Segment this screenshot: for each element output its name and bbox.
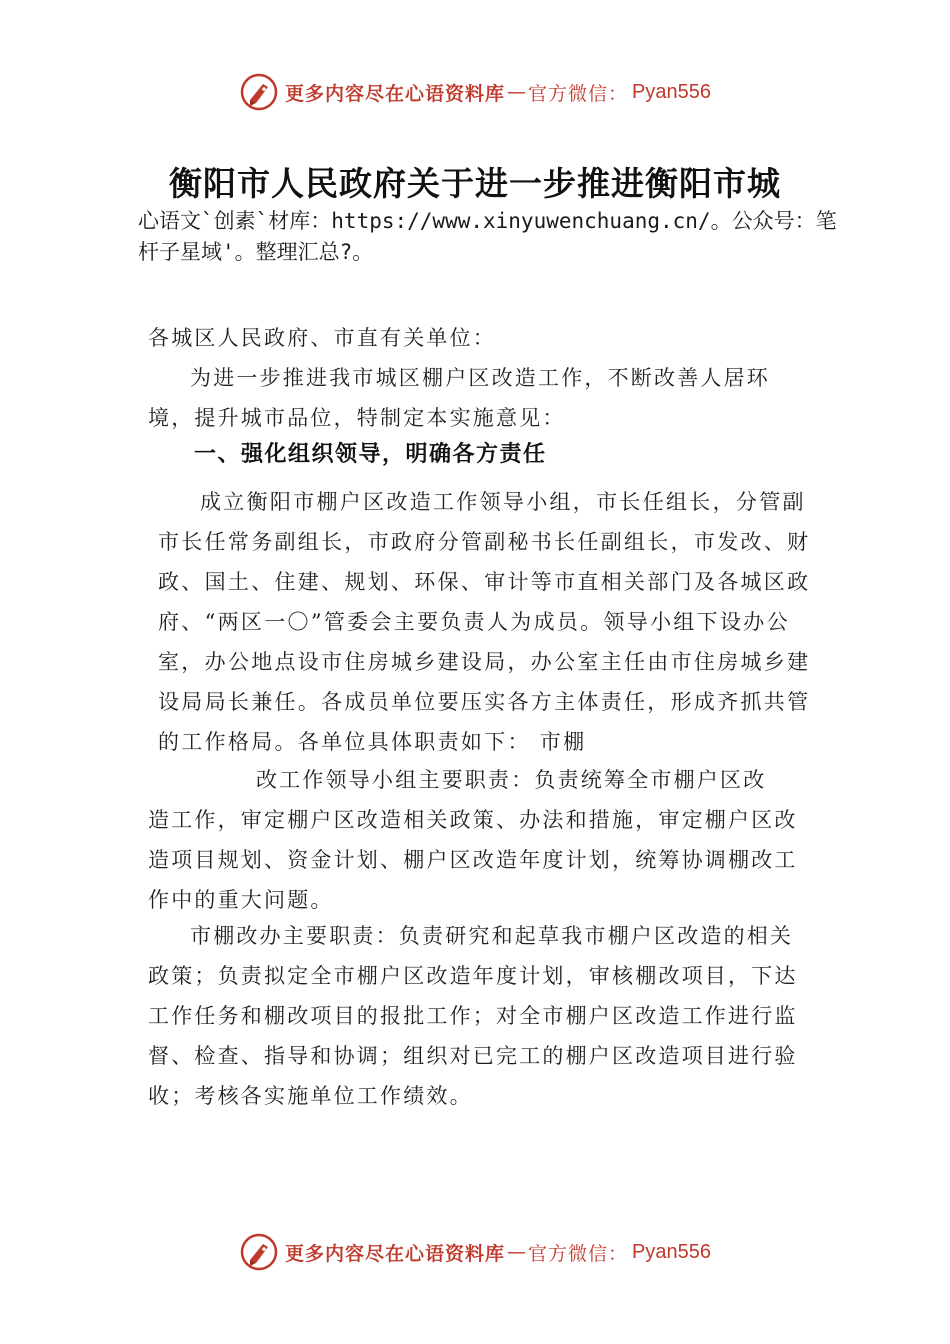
- office-duties-paragraph: 市棚改办主要职责：负责研究和起草我市棚户区改造的相关政策；负责拟定全市棚户区改造年度计划，审核棚改项目，下达工作任务和棚改项目的报批工作；对全市棚户区改造工作进行监督、检查、指导和协调；组织对已完工的棚户区改造项目进行验收；考核各实施单位工作绩效。: [148, 924, 798, 1108]
- pen-nib-logo-icon: [239, 1232, 279, 1272]
- footer-banner-official-label: 官方微信：: [528, 1242, 629, 1265]
- pen-nib-logo-icon: [239, 72, 279, 112]
- footer-banner-wechat-id: Pyan556: [632, 1240, 711, 1263]
- salutation: 各城区人民政府、市直有关单位：: [148, 326, 496, 350]
- intro-paragraph: 为进一步推进我市城区棚户区改造工作，不断改善人居环境，提升城市品位，特制定本实施意见：: [148, 366, 770, 430]
- leadership-group-paragraph: 成立衡阳市棚户区改造工作领导小组，市长任组长，分管副市长任常务副组长，市政府分管副秘书长任副组长，市发改、财政、国土、住建、规划、环保、审计等市直相关部门及各城区政府、“两区一〇”管委会主要负责人为成员。领导小组下设办公室，办公地点设市住房城乡建设局，办公室主任由市住房城乡建设局局长兼任。各成员单位要压实各方主体责任，形成齐抓共管的工作格局。各单位具体职责如下： 市棚: [158, 490, 811, 754]
- banner-official-label: 官方微信：: [528, 82, 629, 105]
- footer-banner: [0, 1232, 950, 1272]
- leadership-duties-paragraph: [148, 760, 813, 920]
- banner-dash: —: [507, 81, 527, 103]
- leadership-duties-rest: 造工作，审定棚户区改造相关政策、办法和措施，审定棚户区改造项目规划、资金计划、棚户区改造年度计划，统筹协调棚改工作中的重大问题。: [148, 808, 798, 912]
- leadership-duties-first-line: 改工作领导小组主要职责：负责统筹全市棚户区改: [256, 768, 767, 792]
- section-heading: 一、强化组织领导，明确各方责任: [194, 442, 547, 467]
- banner-slogan: 更多内容尽在心语资料库: [285, 82, 506, 105]
- source-note: 心语文`创素`材库：https://www.xinyuwenchuang.cn/。公众号：笔杆子星域'。整理汇总?。: [138, 209, 837, 264]
- banner-wechat-id: Pyan556: [632, 80, 711, 103]
- document-title: 衡阳市人民政府关于进一步推进衡阳市城: [169, 164, 781, 203]
- footer-banner-dash: —: [507, 1241, 527, 1263]
- footer-banner-slogan: 更多内容尽在心语资料库: [285, 1242, 506, 1265]
- header-banner: [0, 72, 950, 112]
